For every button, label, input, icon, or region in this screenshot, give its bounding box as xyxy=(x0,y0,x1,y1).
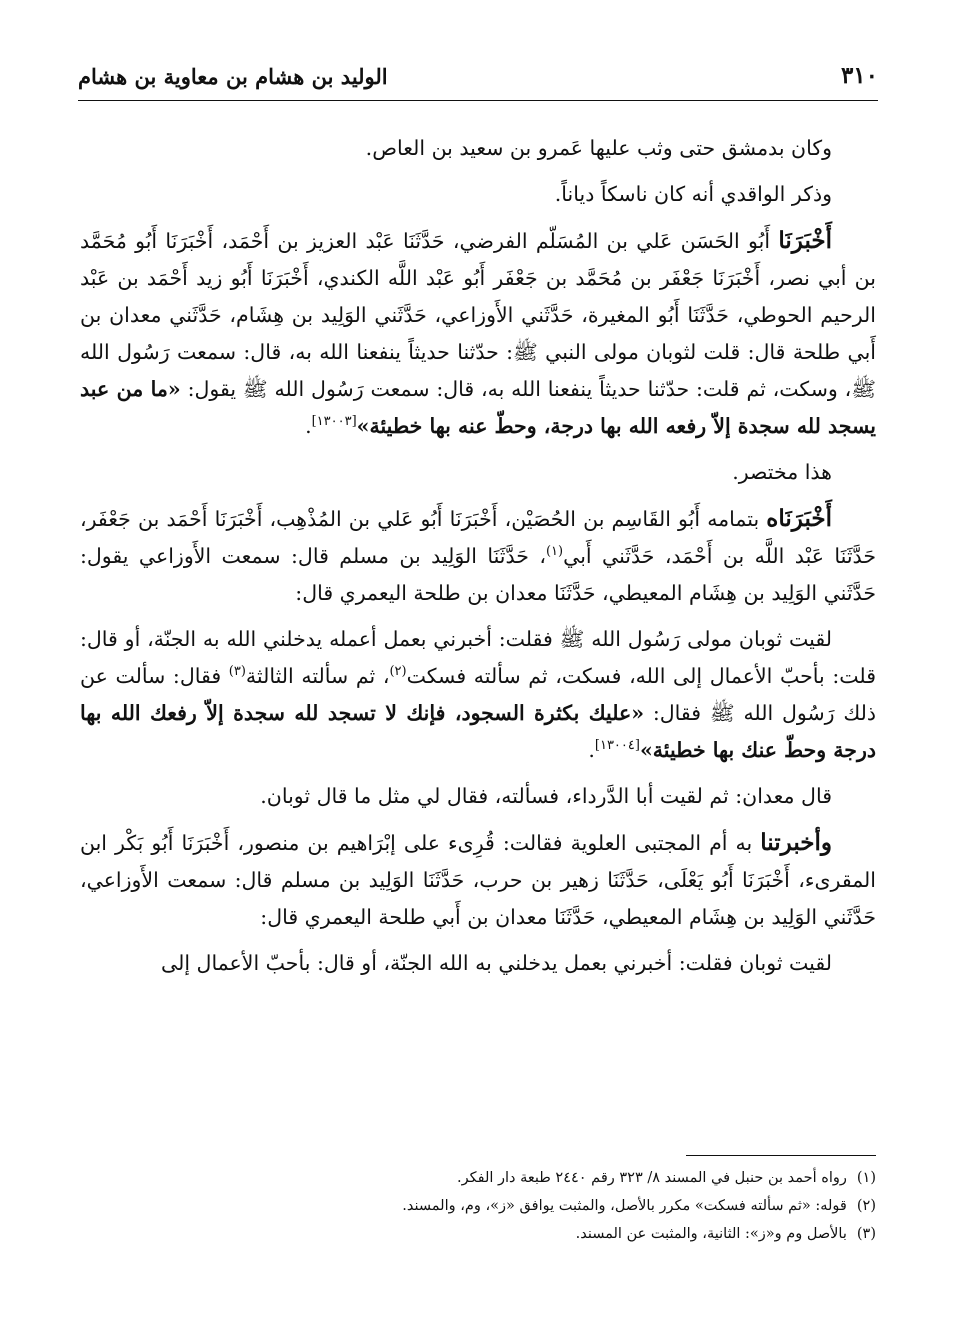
footnote-text: قوله: «ثم سألته فسكت» مكرر بالأصل، والمثبت يوافق «ز»، وم، والمسند. xyxy=(402,1198,847,1214)
sentence-end: . xyxy=(588,738,595,762)
footnote-2 xyxy=(80,1192,876,1220)
footnote-3 xyxy=(80,1220,876,1248)
hadith-text: «عليك بكثرة السجود، فإنك لا تسجد لله سجدة إلاّ رفعك الله بها درجة وحطّ عنك بها خطيئة» xyxy=(80,701,876,762)
footnote-number: (١) xyxy=(856,1170,876,1186)
footnote-marker-2: (٢) xyxy=(389,664,407,680)
isnad-text: بتمامه أَبُو القَاسِم بن الحُصَيْن، أَخْبَرَنَا أَبُو عَلي بن المُذْهِب، أَخْبَرَنَا أَحْمَد بن جَعْفَر، حَدَّثَنَا عَبْد اللَّه بن أَحْمَد، حَدَّثَني أَبي xyxy=(80,507,876,568)
footnote-number: (٢) xyxy=(856,1198,876,1214)
footnote-marker-3: (٣) xyxy=(228,664,246,680)
paragraph-1: وكان بدمشق حتى وثب عليها عَمرو بن سعيد بن العاص. xyxy=(365,136,832,160)
hadith-number: [١٣٠٠٤] xyxy=(594,738,640,754)
isnad-text-cont: ، حَدَّثَنَا الوَلِيد بن مسلم قال: سمعت الأَوزاعي يقول: حَدَّثَني الوَلِيد بن هِشَام المعيطي، حَدَّثَنَا معدان بن طلحة اليعمري قال: xyxy=(80,544,876,605)
chain-lead-word: وأخبرتنا xyxy=(760,829,832,856)
matn-text-cont2: فقال: سألت عن ذلك رَسُول الله ﷺ فقال: xyxy=(80,664,876,725)
footnote-1 xyxy=(80,1164,876,1192)
page-number: ٣١٠ xyxy=(840,62,878,89)
paragraph-9: لقيت ثوبان فقلت: أخبرني بعمل يدخلني به الله الجنّة، أو قال: بأحبّ الأعمال إلى xyxy=(161,951,832,975)
footnotes xyxy=(80,1164,876,1248)
isnad-text: أَبُو الحَسَن عَلي بن المُسَلّم الفرضي، حَدَّثَنَا عَبْد العزيز بن أَحْمَد، أَخْبَرَنَا أَبُو مُحَمَّد بن أبي نصر، أَخْبَرَنَا جَعْفَر بن مُحَمَّد بن جَعْفَر أَبُو عَبْد اللَّه الكندي، أَخْبَرَنَا أَبُو زيد أَحْمَد بن عَبْد الرحيم الحوطي، حَدَّثَنَا أَبُو المغيرة، حَدَّثَني الأَوزاعي، حَدَّثَني الوَلِيد بن هِشَام، حَدَّثَني معدان بن أَبي طلحة قال: قلت لثوبان مولى النبي ﷺ: حدّثنا حديثاً ينفعنا الله به، قال: سمعت رَسُول الله ﷺ، وسكت، ثم قلت: حدّثنا حديثاً ينفعنا الله به، قال: سمعت رَسُول الله ﷺ يقول: xyxy=(80,229,877,401)
matn-text: لقيت ثوبان مولى رَسُول الله ﷺ فقلت: أخبرني بعمل أعمله يدخلني الله به الجنّة، أو قال: قلت: بأحبّ الأعمال إلى الله، فسكت، ثم سألته فسكت xyxy=(80,627,876,688)
footnote-text: بالأصل وم و«ز»: الثانية، والمثبت عن المسند. xyxy=(575,1226,847,1242)
footnote-text: رواه أحمد بن حنبل في المسند ٨/ ٣٢٣ رقم ٢٤٤٠ طبعة دار الفكر. xyxy=(457,1170,847,1186)
paragraph-6 xyxy=(80,621,876,769)
paragraph-8 xyxy=(80,824,876,936)
chain-lead-word: أَخْبَرَنَاه xyxy=(766,505,832,532)
paragraph-4: هذا مختصر. xyxy=(732,460,832,484)
paragraph-7: قال معدان: ثم لقيت أبا الدَّرداء، فسألته، فقال لي مثل ما قال ثوبان. xyxy=(260,784,832,808)
paragraph-2: وذكر الواقدي أنه كان ناسكاً دياناً. xyxy=(554,182,832,206)
matn-text-cont: ، ثم سألته الثالثة xyxy=(245,664,390,688)
hadith-number: [١٣٠٠٣] xyxy=(311,414,357,430)
footnote-marker-1: (١) xyxy=(545,544,564,560)
isnad-text: به أم المجتبى العلوية فقالت: قُرِىء على إبْرَاهيم بن منصور، أَخْبَرَنَا أَبُو بَكْر ابن المقرىء، أَخْبَرَنَا أَبُو يَعْلَى، حَدَّثَنَا زهير بن حرب، حَدَّثَنَا الوَلِيد بن مسلم قال: سمعت الأَوزاعي، حَدَّثَني الوَلِيد بن هِشَام المعيطي، حَدَّثَنَا معدان بن أَبي طلحة اليعمري قال: xyxy=(80,831,876,929)
page-header xyxy=(78,52,878,101)
hadith-text: «ما من عبد يسجد لله سجدة إلاّ رفعه الله بها درجة، وحطّ عنه بها خطيئة» xyxy=(80,377,876,438)
paragraph-5 xyxy=(80,500,876,612)
footnote-divider xyxy=(686,1155,876,1156)
footnote-number: (٣) xyxy=(856,1226,876,1242)
running-title: الوليد بن هشام بن معاوية بن هشام xyxy=(78,64,388,89)
chain-lead-word: أَخْبَرَنَا xyxy=(778,227,832,254)
paragraph-3 xyxy=(80,222,876,445)
main-text xyxy=(80,130,876,991)
sentence-end: . xyxy=(305,414,312,438)
